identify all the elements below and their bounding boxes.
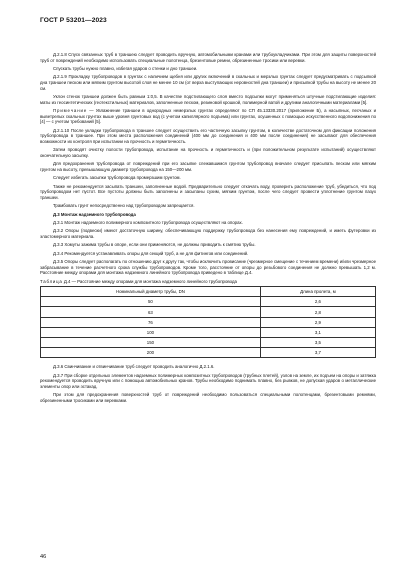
page-number: 46 <box>40 554 47 560</box>
paragraph: Д.3.1 Монтаж надземного полимерного композитного трубопровода осуществляют на опорах. <box>53 220 243 225</box>
table-cell: 100 <box>41 327 261 337</box>
table-header-row <box>41 287 376 297</box>
table-row <box>41 327 376 337</box>
paragraph: Уклон стенок траншеи должен быть равным 1:0,5. В качестве подстилающего слоя вместо подсыпки могут применяться штучные подстилающие изделия: маты из геосинтетических (геотекстильных) материалов, заполненные песком, резиновой крошкой, полимерной ватой и другими аналогичными материалами [5]. <box>40 94 376 105</box>
paragraph: Следует избегать засыпки трубопровода промерзшим грунтом. <box>53 175 181 181</box>
table-cell: 3,7 <box>260 348 375 358</box>
document-header: ГОСТ Р 53201—2023 <box>40 17 107 24</box>
table-row <box>41 338 376 348</box>
paragraph: Д.3.4 Рекомендуется устанавливать опоры для секций труб, а не для фитингов или соединений. <box>53 250 249 256</box>
paragraph: Затем проводят очистку полости трубопровода, испытание на прочность и герметичность и (при положительном результате испытаний) осуществляют окончательную засыпку. <box>40 147 376 159</box>
table-header-cell: Длина пролета, м <box>260 287 375 297</box>
paragraph: Д.3.7 При сборке отдельных элементов надземных полимерных композитных трубопроводов (трубных плетей), узлов на земле, их подъем на опоры и затяжка рекомендуется проводить вручную или с помощью автомобильных кранов. Трубы необходимо поднимать плавно, без рывков, не допуская ударов о металлические элементы опор или эстакад. <box>40 372 376 390</box>
table-cell: 3,5 <box>260 338 375 348</box>
paragraph: Д.2.1.8 Спуск связанных труб в траншею следует проводить вручную, автомобильными кранами или трубоукладчиками. При этом для защиты поверхностей труб от повреждений необходимо использовать специальные полотенца, брезентовые ремни, обрезиненные тросики или веревки. <box>40 52 376 63</box>
paragraph: Д.2.1.10 После укладки трубопровода в траншее следует осуществить его частичную засыпку грунтом, в количестве достаточном для фиксации положения трубопровода в траншее. При этом места расположения соединений (400 мм до соединения и 400 мм после соединения) не засыпают для обеспечения возможности их контроля при испытании на прочность и герметичность. <box>40 127 376 145</box>
table-cell: 3,1 <box>260 327 375 337</box>
paragraph: При этом для предохранения поверхностей труб от повреждений необходимо пользоваться специальными полотенцами, брезентовыми ремнями, обрезиненными тросиками или веревками. <box>40 392 376 404</box>
table-row <box>41 297 376 307</box>
paragraph: Спускать трубы нужно плавно, избегая ударов о стенки и дно траншеи. <box>53 66 198 71</box>
paragraph: Д.3.6 Свинчивание и отвинчивание труб следует проводить аналогично Д.2.1.6. <box>53 364 215 370</box>
table-row <box>41 307 376 317</box>
note-text: — Увлажнение траншеи в однородных немерзлых грунтах определяют по СП 45.13330.2017 (приложение Б), а насыпных, песчаных и выветрелых скальных грунтах выше уровня грунтовых вод (с учетом капиллярного подъема) или грунтах, осушенных с помощью искусственного водопонижения по [4] — с учетом требований [5]. <box>40 108 376 125</box>
table-row <box>41 348 376 358</box>
paragraph: Трамбовать грунт непосредственно над трубопроводом запрещается. <box>53 203 195 209</box>
table-cell: 63 <box>41 307 261 317</box>
table-cell: 50 <box>41 297 261 307</box>
paragraph: Д.3.5 Опоры следует располагать по отношению друг к другу так, чтобы исключить провисание (чрезмерное смещение с течением времени) и/или чрезмерное забрасывание в течение расчетного срока службы трубопроводов. Кроме того, расстояние от опоры до резьбового соединения не должно превышать 1,2 м. Расстояние между опорами для монтажа надземного линейного трубопровода приведено в таблице Д.4. <box>40 258 376 276</box>
paragraph: Д.3.3 Хомуты зажима трубы в опоре, если они применяются, не должны приводить к смятию трубы. <box>53 242 256 248</box>
paragraph: Д.3.2 Опоры (подвески) имеют достаточную ширину, обеспечивающую поддержку трубопровода без нанесения ему повреждений, и иметь футеровки из эластомерного материала. <box>40 228 376 239</box>
table-cell: 200 <box>41 348 261 358</box>
note-paragraph <box>40 108 376 125</box>
section-heading: Д.3 Монтаж надземного трубопровода <box>53 211 136 217</box>
table-cell: 150 <box>41 338 261 348</box>
note-label: Примечание <box>53 108 88 113</box>
page-content <box>40 52 376 406</box>
table-row <box>41 317 376 327</box>
paragraph: Также не рекомендуется засыпать траншеи, заполненные водой. Предварительно следует откачать воду, проверить расположение труб, убедиться, что под трубопроводом нет пустот. Все пустоты должны быть заполнены и засыпаны сухим, мягким грунтом, после чего следует провести уплотнение грунтом пазух траншеи. <box>40 183 376 201</box>
table-header-cell: Номинальный диаметр трубы, DN <box>41 287 261 297</box>
paragraph: Для предохранения трубопровода от повреждений при его засыпке слежавшимся грунтом трубопровод вначале следует присыпать песком или мягким грунтом на высоту, превышающую диаметр трубопровода на 150—200 мм. <box>40 161 376 173</box>
after-table-block <box>40 364 376 403</box>
support-spacing-table <box>40 286 376 358</box>
table-cell: 2,8 <box>260 307 375 317</box>
table-caption <box>40 279 376 285</box>
table-cell: 76 <box>41 317 261 327</box>
table-caption-text: Д.4 — Расстояние между опорами для монтажа надземного линейного трубопровода <box>62 278 237 284</box>
table-cell: 2,9 <box>260 317 375 327</box>
paragraph: Д.2.1.9 Прокладку трубопроводов в грунтах с наличием щебня или других включений в скальных и мерзлых грунтах следует предусматривать с подсыпкой дна траншеи песком или мягким грунтом высотой слоя не менее 10 см (от верха выступающих неровностей дна траншеи) и присыпкой трубы на высоту не менее 20 см. <box>40 74 376 91</box>
table-cell: 2,6 <box>260 297 375 307</box>
table-caption-label: Таблица <box>40 278 63 284</box>
